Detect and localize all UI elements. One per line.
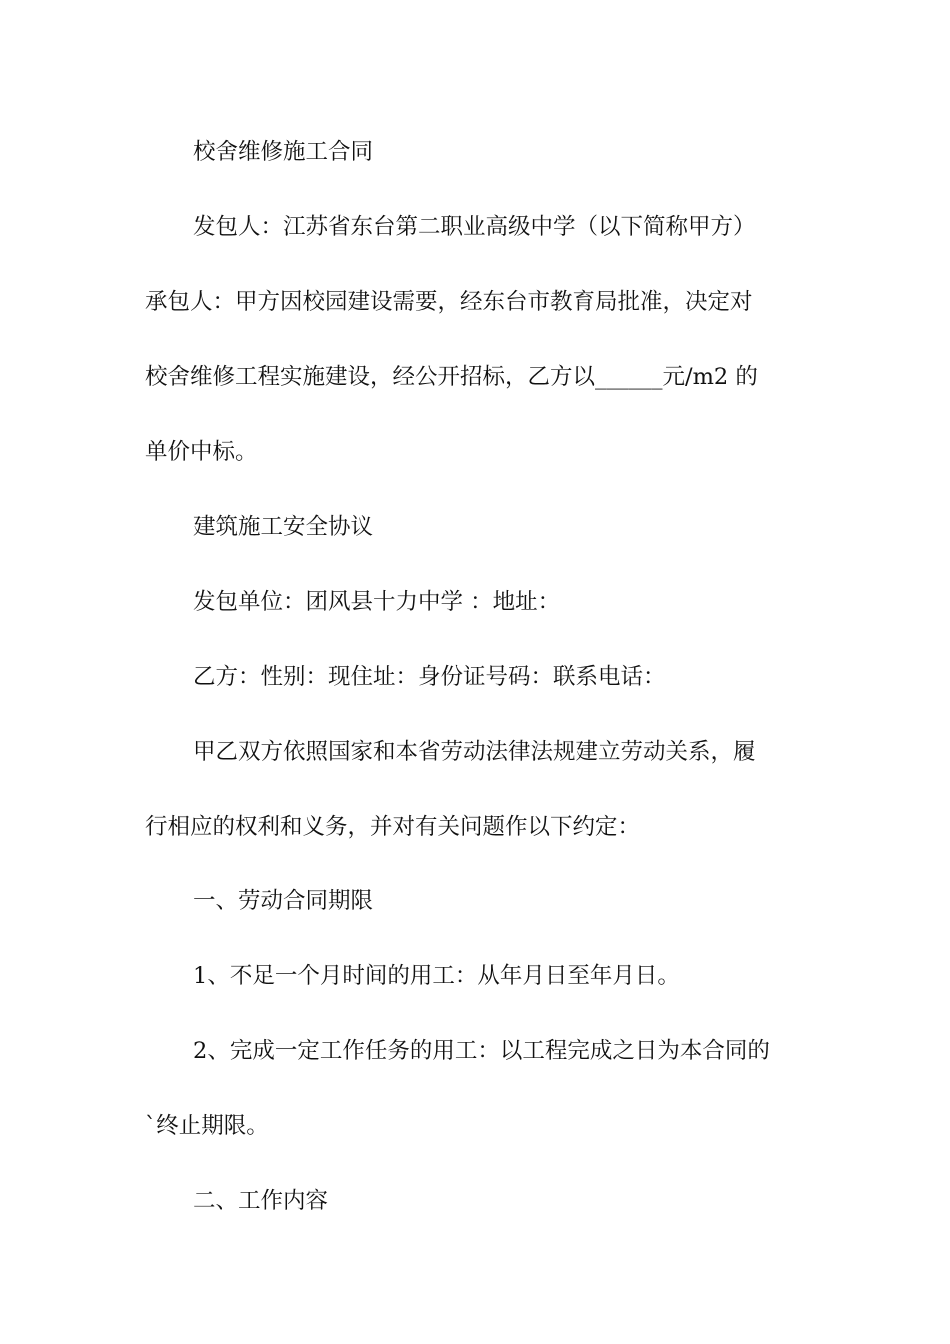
employer-line: 发包人：江苏省东台第二职业高级中学（以下简称甲方） <box>193 214 756 240</box>
contractor-line: 承包人：甲方因校园建设需要，经东台市教育局批准，决定对 <box>145 289 753 315</box>
bid-price-line: 单价中标。 <box>145 439 258 465</box>
clause-2: 2、完成一定工作任务的用工：以工程完成之日为本合同的 <box>193 1038 770 1064</box>
agreement-paragraph: 甲乙双方依照国家和本省劳动法律法规建立劳动关系，履 <box>193 739 756 765</box>
safety-agreement-title: 建筑施工安全协议 <box>193 514 374 540</box>
section-two-heading: 二、工作内容 <box>193 1188 329 1214</box>
party-b-info-line: 乙方：性别：现住址：身份证号码：联系电话： <box>193 664 666 690</box>
clause-2-continued: `终止期限。 <box>145 1113 269 1139</box>
issuing-unit-line: 发包单位：团风县十力中学 ：地址： <box>193 589 561 615</box>
clause-1: 1、不足一个月时间的用工：从年月日至年月日。 <box>193 963 680 989</box>
contractor-line-continued: 校舍维修工程实施建设，经公开招标，乙方以______元/m2 的 <box>145 364 758 390</box>
agreement-paragraph-continued: 行相应的权利和义务，并对有关问题作以下约定： <box>145 814 641 840</box>
section-one-heading: 一、劳动合同期限 <box>193 888 374 914</box>
contract-title: 校舍维修施工合同 <box>193 139 374 165</box>
